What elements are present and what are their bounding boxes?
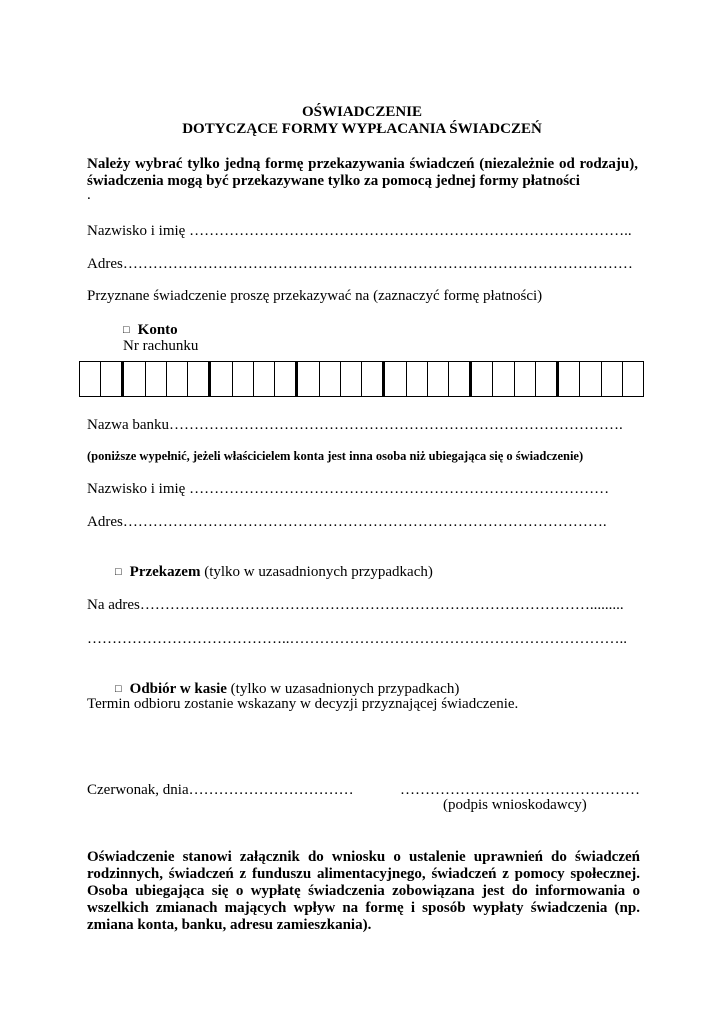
account-digit-box[interactable]: [254, 362, 275, 396]
account-digit-box[interactable]: [428, 362, 449, 396]
account-digit-box[interactable]: [536, 362, 559, 396]
name-field[interactable]: Nazwisko i imię ……………………………………………………………………………..: [87, 223, 632, 239]
account-digit-box[interactable]: [559, 362, 580, 396]
odbior-note: (tylko w uzasadnionych przypadkach): [226, 681, 460, 697]
account-number-label: Nr rachunku: [123, 338, 199, 354]
document-title: OŚWIADCZENIE: [301, 104, 423, 120]
footer-statement: Oświadczenie stanowi załącznik do wniosku o ustalenie uprawnień do świadczeń rodzinnych, świadczeń z funduszu alimentacyjnego, świadczeń z pomocy społecznej. Osoba ubiegająca się o wypłatę świadczenia zobowiązana jest do informowania o wszelkich zmianach mających wpływ na formę i sposób wypłaty świadczenia (np. zmiana konta, banku, adresu zamieszkania).: [87, 849, 640, 933]
account-digit-box[interactable]: [188, 362, 211, 396]
konto-option[interactable]: [123, 322, 178, 339]
address-field[interactable]: Adres…………………………………………………………………………………………: [87, 256, 633, 272]
owner-name-field[interactable]: Nazwisko i imię …………………………………………………………………………: [87, 481, 610, 497]
account-digit-box[interactable]: [167, 362, 188, 396]
intro-dot: .: [87, 187, 91, 203]
account-digit-box[interactable]: [101, 362, 124, 396]
account-digit-box[interactable]: [275, 362, 298, 396]
signature-caption: (podpis wnioskodawcy): [443, 797, 587, 813]
account-digit-box[interactable]: [298, 362, 319, 396]
account-digit-box[interactable]: [602, 362, 623, 396]
place-date-field[interactable]: Czerwonak, dnia……………………………: [87, 782, 354, 798]
account-digit-box[interactable]: [362, 362, 385, 396]
account-digit-box[interactable]: [493, 362, 514, 396]
przekaz-option[interactable]: [115, 564, 433, 581]
account-digit-box[interactable]: [449, 362, 472, 396]
account-number-grid[interactable]: [79, 361, 644, 397]
przekaz-label: Przekazem: [129, 564, 201, 580]
account-digit-box[interactable]: [341, 362, 362, 396]
konto-checkbox[interactable]: □: [123, 324, 130, 336]
signature-line[interactable]: …………………………………………: [400, 782, 640, 798]
account-digit-box[interactable]: [146, 362, 167, 396]
przekaz-note: (tylko w uzasadnionych przypadkach): [200, 564, 433, 580]
przekaz-address-field[interactable]: Na adres……………………………………………………………………………….........: [87, 597, 624, 613]
intro-line-2: świadczenia mogą być przekazywane tylko za pomocą jednej formy płatności: [87, 173, 580, 189]
account-digit-box[interactable]: [623, 362, 643, 396]
owner-address-field[interactable]: Adres…………………………………………………………………………………….: [87, 514, 607, 530]
odbior-label: Odbiór w kasie: [129, 681, 227, 697]
account-digit-box[interactable]: [233, 362, 254, 396]
account-digit-box[interactable]: [472, 362, 493, 396]
przekaz-checkbox[interactable]: □: [115, 566, 122, 578]
account-digit-box[interactable]: [407, 362, 428, 396]
odbior-checkbox[interactable]: □: [115, 683, 122, 695]
account-digit-box[interactable]: [515, 362, 536, 396]
konto-label: Konto: [137, 322, 178, 338]
przekaz-address-continuation[interactable]: …………………………………..…………………………………………………………..: [87, 631, 627, 647]
account-digit-box[interactable]: [580, 362, 601, 396]
account-digit-box[interactable]: [320, 362, 341, 396]
bank-name-field[interactable]: Nazwa banku……………………………………………………………………………….: [87, 417, 623, 433]
owner-note: (poniższe wypełnić, jeżeli właścicielem konta jest inna osoba niż ubiegająca się o świadczenie): [87, 449, 584, 463]
account-digit-box[interactable]: [385, 362, 406, 396]
account-digit-box[interactable]: [80, 362, 101, 396]
intro-line-1: Należy wybrać tylko jedną formę przekazywania świadczeń (niezależnie od rodzaju),: [87, 156, 638, 172]
document-subtitle: DOTYCZĄCE FORMY WYPŁACANIA ŚWIADCZEŃ: [182, 121, 542, 137]
account-digit-box[interactable]: [211, 362, 232, 396]
odbior-info: Termin odbioru zostanie wskazany w decyzji przyznającej świadczenie.: [87, 696, 519, 712]
payment-prompt: Przyznane świadczenie proszę przekazywać na (zaznaczyć formę płatności): [87, 288, 543, 304]
account-digit-box[interactable]: [124, 362, 145, 396]
